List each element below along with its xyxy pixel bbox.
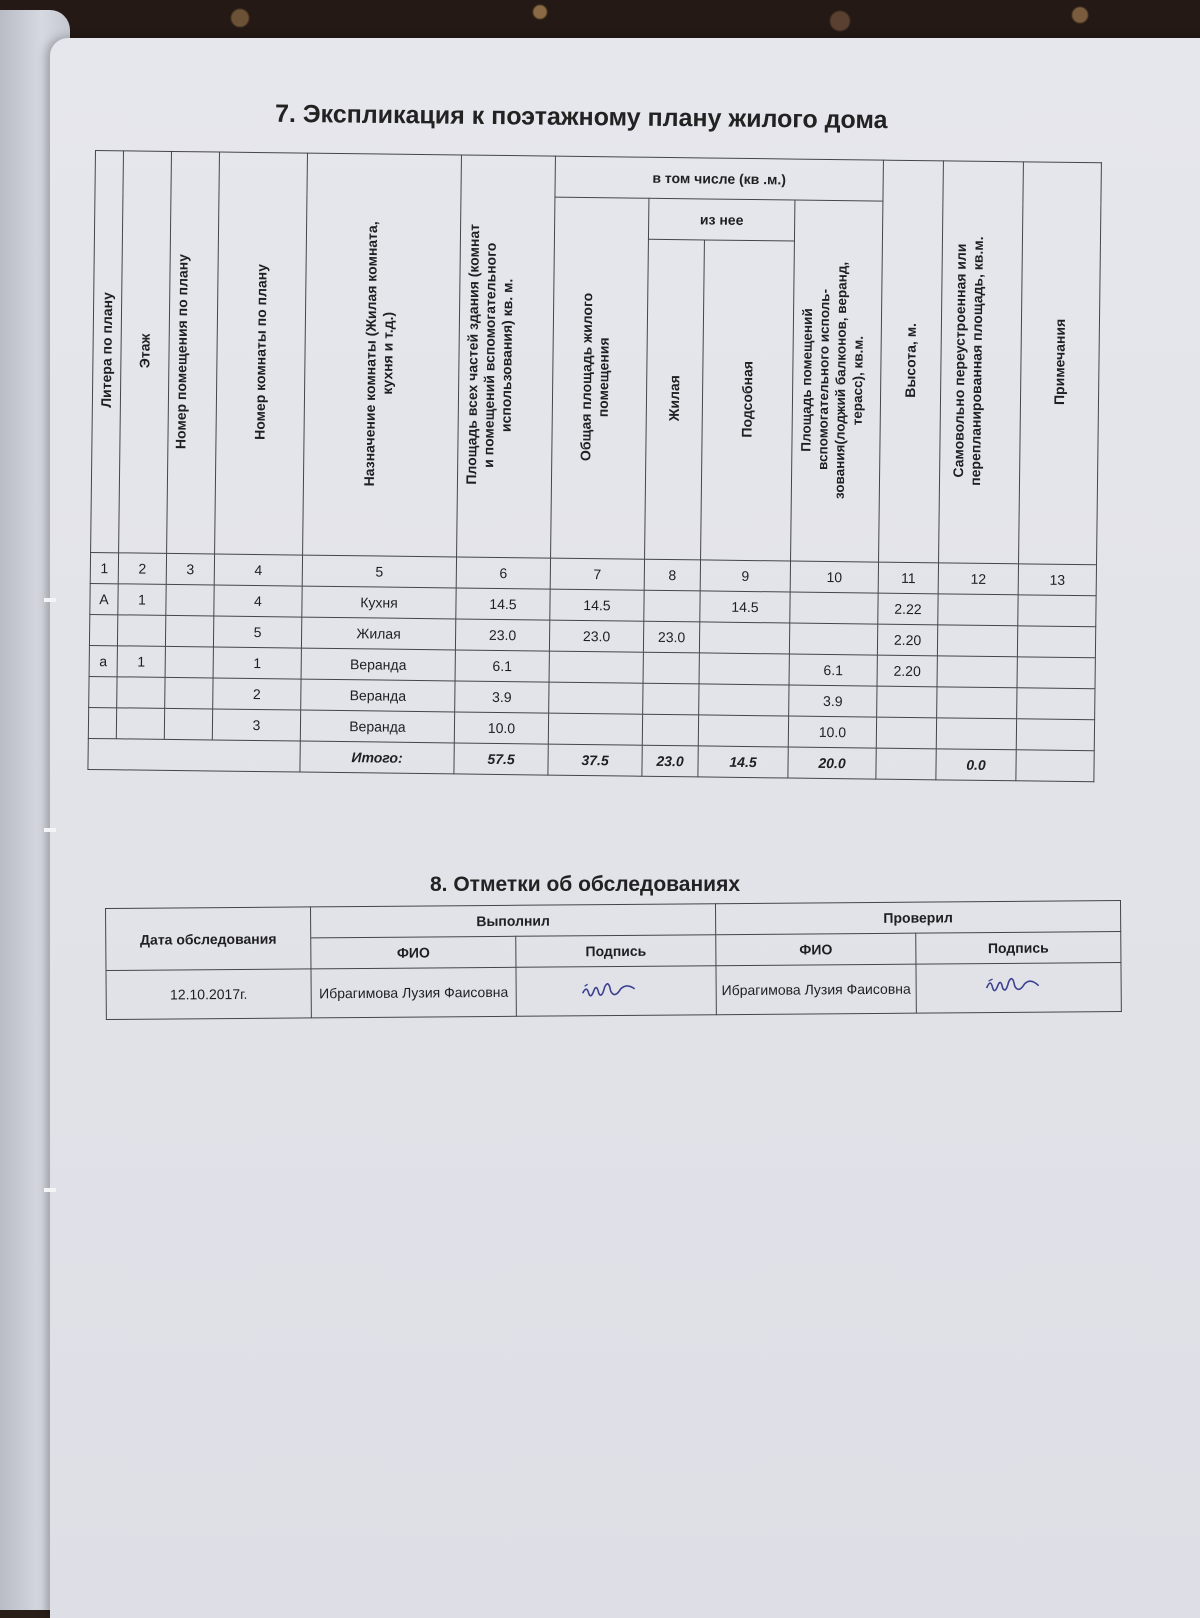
header-naznachenie: Назначение комнаты (Жилая комната, кухня и т.д.)	[303, 153, 462, 557]
binding-staple	[44, 1188, 56, 1192]
table-cell	[1017, 657, 1095, 689]
table-cell	[1017, 626, 1095, 658]
table-cell: 2.20	[877, 655, 937, 687]
document-page	[50, 38, 1200, 1618]
table-cell: Веранда	[301, 648, 455, 681]
header-primechaniya: Примечания	[1019, 162, 1102, 565]
header-obshchaya: Общая площадь жилого помещения	[551, 197, 649, 559]
column-number: 3	[166, 553, 214, 585]
section8-title: 8. Отметки об обследованиях	[430, 873, 741, 896]
table-cell	[165, 646, 213, 678]
table-cell: 3.9	[789, 685, 877, 717]
table-cell	[549, 651, 643, 683]
binding-staple	[44, 828, 56, 832]
table-cell	[165, 615, 213, 647]
table-cell: 3.9	[455, 681, 549, 713]
inspection-row	[106, 963, 1121, 1020]
table-cell	[699, 653, 789, 685]
header-performed-signature: Подпись	[516, 935, 716, 968]
table-cell	[89, 676, 117, 707]
section7-title: 7. Экспликация к поэтажному плану жилого дома	[274, 99, 888, 135]
table-cell	[164, 708, 212, 740]
table-cell	[548, 713, 642, 745]
table-cell: Жилая	[301, 617, 455, 650]
table-cell	[549, 682, 643, 714]
header-iz-nee: из нее	[648, 198, 794, 241]
table-cell: 2.20	[877, 624, 937, 656]
column-number: 9	[700, 560, 790, 592]
table-cell: 23.0	[643, 621, 699, 653]
table-cell: Веранда	[300, 710, 454, 743]
table-cell	[117, 677, 165, 709]
column-number: 5	[302, 555, 456, 588]
inspection-date: 12.10.2017г.	[106, 969, 311, 1020]
table-cell: 14.5	[456, 588, 550, 620]
header-samovolno: Самовольно переустроенная или перепланированная площадь, кв.м.	[939, 161, 1024, 564]
table-cell: 4	[214, 585, 302, 617]
header-litera: Литера по плану	[91, 151, 124, 553]
total-value: 57.5	[454, 743, 548, 775]
column-number: 13	[1018, 564, 1096, 596]
table-cell: 1	[117, 646, 165, 678]
table-cell: Кухня	[302, 586, 456, 619]
inspection-table	[105, 900, 1122, 1020]
table-cell: 14.5	[550, 589, 644, 621]
table-cell	[876, 717, 936, 749]
table-cell	[166, 584, 214, 616]
total-value: 37.5	[548, 744, 642, 776]
table-cell: 10.0	[454, 712, 548, 744]
table-cell	[1016, 719, 1094, 751]
column-number: 4	[214, 554, 302, 586]
header-ploshchad-vsekh: Площадь всех частей здания (комнат и помещений вспомогательного использования) кв. м.	[457, 155, 556, 558]
table-cell	[937, 687, 1017, 719]
table-cell: 23.0	[549, 620, 643, 652]
table-cell: 3	[212, 709, 300, 741]
performed-fio: Ибрагимова Лузия Фаисовна	[311, 967, 516, 1018]
header-performed-fio: ФИО	[311, 936, 516, 969]
header-checked-signature: Подпись	[916, 932, 1121, 965]
header-date: Дата обследования	[106, 907, 311, 971]
checked-fio: Ибрагимова Лузия Фаисовна	[716, 964, 916, 1015]
table-cell: 2.22	[878, 593, 938, 625]
explication-table	[87, 150, 1101, 782]
table-cell	[698, 715, 788, 747]
column-number: 6	[456, 557, 550, 589]
table-cell: 10.0	[788, 716, 876, 748]
table-cell	[88, 707, 116, 738]
header-checked-fio: ФИО	[716, 933, 916, 966]
column-number: 12	[938, 563, 1018, 595]
header-nomer-komnaty: Номер комнаты по плану	[215, 152, 308, 555]
table-cell	[938, 594, 1018, 626]
handwritten-signature	[576, 977, 656, 1002]
total-value: 14.5	[698, 746, 788, 778]
table-cell: 1	[213, 647, 301, 679]
table-cell: 2	[213, 678, 301, 710]
table-cell	[165, 677, 213, 709]
table-cell	[89, 614, 117, 645]
table-cell: 14.5	[700, 591, 790, 623]
column-number: 8	[644, 559, 700, 591]
table-cell	[877, 686, 937, 718]
column-number: 10	[790, 561, 878, 593]
column-number: 2	[118, 553, 166, 585]
table-cell	[643, 652, 699, 684]
total-label: Итого:	[300, 741, 454, 774]
table-cell: А	[90, 583, 118, 614]
header-vspomogatelnaya: Площадь помещений вспомогательного исполь- зования(лоджий балконов, веранд, терасс), кв.м.	[791, 200, 883, 562]
performed-signature	[516, 966, 716, 1017]
table-cell	[116, 708, 164, 740]
table-cell	[643, 683, 699, 715]
table-cell	[1017, 688, 1095, 720]
table-cell	[790, 592, 878, 624]
table-cell	[117, 615, 165, 647]
table-cell: Веранда	[301, 679, 455, 712]
table-cell	[789, 623, 877, 655]
header-etazh: Этаж	[119, 151, 172, 554]
total-value: 23.0	[642, 745, 698, 777]
column-number: 1	[90, 552, 118, 583]
header-performed: Выполнил	[310, 904, 715, 938]
table-cell: 1	[118, 584, 166, 616]
binding-staple	[44, 598, 56, 602]
table-cell	[1018, 595, 1096, 627]
table-cell	[937, 625, 1017, 657]
handwritten-signature	[979, 974, 1059, 999]
table-cell: а	[89, 645, 117, 676]
column-number: 11	[878, 562, 938, 594]
table-cell	[699, 622, 789, 654]
total-value	[1016, 750, 1094, 782]
checked-signature	[916, 963, 1121, 1014]
table-cell	[644, 590, 700, 622]
table-cell: 6.1	[789, 654, 877, 686]
table-cell: 6.1	[455, 650, 549, 682]
header-checked: Проверил	[715, 901, 1120, 935]
table-cell	[642, 714, 698, 746]
total-value: 0.0	[936, 749, 1016, 781]
table-cell: 23.0	[455, 619, 549, 651]
header-nomer-pomeshcheniya: Номер помещения по плану	[167, 151, 220, 554]
table-cell: 5	[213, 616, 301, 648]
table-cell	[937, 656, 1017, 688]
header-v-tom-chisle: в том числе (кв .м.)	[555, 156, 883, 201]
header-vysota: Высота, м.	[879, 160, 944, 563]
column-number: 7	[550, 558, 644, 590]
total-empty-cell	[88, 738, 300, 772]
header-podsobnaya: Подсобная	[701, 240, 795, 561]
header-zhilaya: Жилая	[645, 239, 705, 560]
table-cell	[936, 718, 1016, 750]
total-value: 20.0	[788, 747, 876, 779]
total-value	[876, 748, 936, 780]
table-cell	[699, 684, 789, 716]
